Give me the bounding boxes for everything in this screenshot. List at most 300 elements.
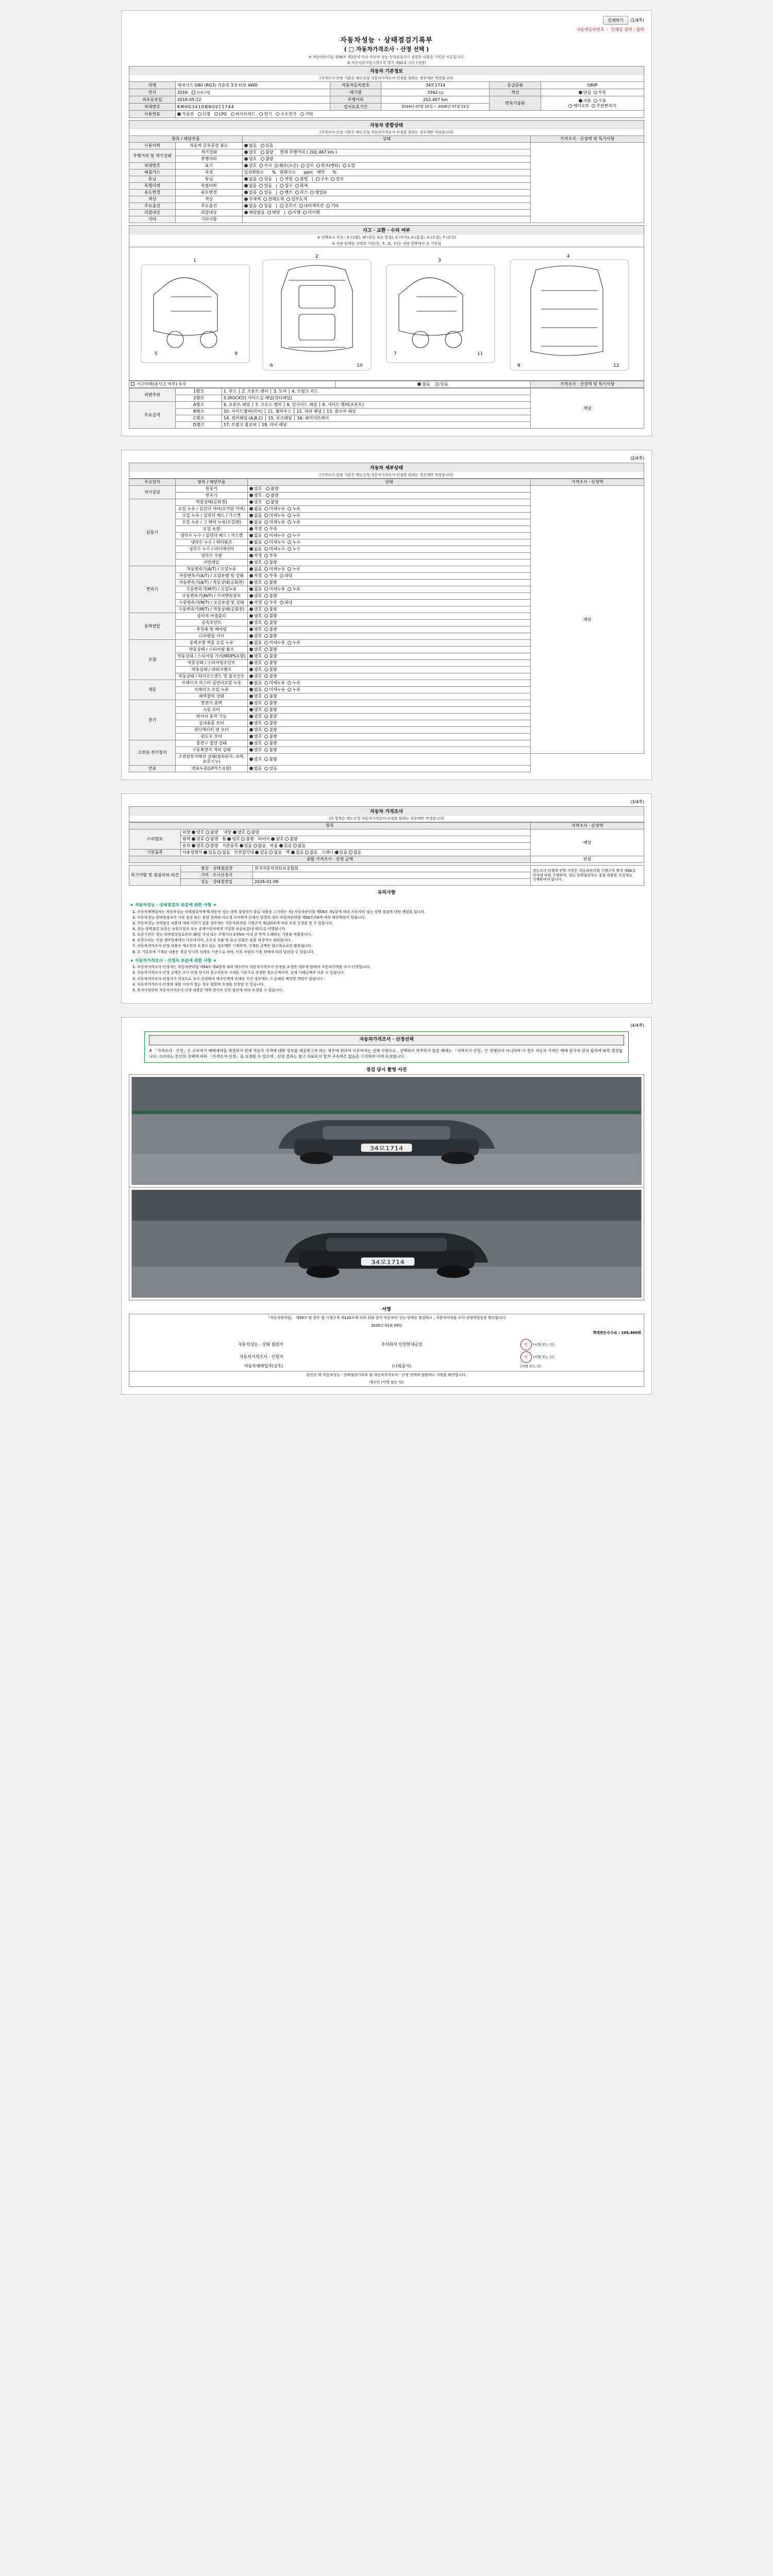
- radio-selfdiag-trans-good[interactable]: [249, 494, 253, 497]
- radio-engine-7-c[interactable]: [288, 547, 291, 551]
- radio-vin-corrosion[interactable]: [259, 164, 263, 167]
- radio-price-2-a[interactable]: [192, 844, 195, 848]
- radio-options-sunroof[interactable]: [280, 204, 283, 208]
- cond-group-etc: 기타: [129, 216, 176, 223]
- checkbox-accident[interactable]: [131, 382, 135, 386]
- price-0-a-label: 양호: [196, 830, 205, 835]
- radio-price-1e-a[interactable]: [271, 837, 275, 841]
- detail-col-main: 주요장치: [129, 479, 176, 486]
- price-group-standard: 기본품목: [129, 850, 181, 856]
- special-fire-label: 화재: [299, 183, 308, 188]
- radio-steer-4-a[interactable]: [249, 668, 253, 671]
- radio-price-0-b[interactable]: [206, 831, 209, 834]
- terms-1-0: 1. 자동차매매업자는 자동차성능·상태점검자에게(자동차 성능·상태 점검자가 발급 내용을 고지하는 자) 자동차관리법 제58조 제1항에 따라 자동차의 성능·상태 점검에 대한 책임을 집니다.: [137, 909, 643, 914]
- radio-vin-erased[interactable]: [343, 164, 346, 167]
- radio-color-single[interactable]: [579, 91, 582, 94]
- radio-steer-1-a[interactable]: [249, 648, 253, 651]
- radio-tuning-none[interactable]: [244, 177, 248, 181]
- rank-d-items: 17. 트렁크 플로어 │ 18. 리어 패널: [222, 422, 530, 429]
- radio-price-1-b[interactable]: [206, 837, 209, 841]
- radio-brake-0-a[interactable]: [249, 681, 253, 685]
- section-basic-header: 자동차 기본정보: [129, 66, 644, 75]
- elec-4-b-label: 불량: [269, 727, 277, 732]
- value-disp: 3342 cc: [381, 89, 490, 96]
- radio-hv-2-a[interactable]: [249, 757, 253, 761]
- radio-engine-0-a[interactable]: [249, 500, 253, 504]
- trans-2-b-label: 불량: [269, 580, 277, 585]
- radio-recall-yes[interactable]: [267, 211, 271, 214]
- radio-engine-5-c[interactable]: [288, 534, 291, 537]
- rank-a: A랭크: [175, 402, 222, 409]
- engine-6-c-label: 누수: [292, 540, 300, 545]
- svg-text:2: 2: [315, 254, 318, 259]
- radio-fuel-gasoline[interactable]: [177, 112, 181, 116]
- radio-elec-2-a[interactable]: [249, 715, 253, 718]
- radio-engine-0-b[interactable]: [266, 500, 270, 504]
- radio-hv-0-b[interactable]: [264, 741, 268, 745]
- radio-color-original[interactable]: [244, 197, 248, 201]
- radio-steer-3-a[interactable]: [249, 661, 253, 665]
- radio-trans-3-b[interactable]: [264, 587, 268, 591]
- price-amount-cell: 해당: [531, 829, 644, 856]
- brake-1-b-label: 미세누유: [269, 687, 285, 692]
- radio-price-2c-a[interactable]: [240, 844, 243, 848]
- radio-steer-0-a[interactable]: [249, 641, 253, 645]
- radio-engine-8-a[interactable]: [249, 554, 253, 557]
- radio-transmission-manual[interactable]: [594, 99, 597, 103]
- fuel-hybrid-label: 하이브리드: [235, 111, 256, 116]
- radio-trans-1-c[interactable]: [280, 574, 283, 578]
- radio-power-3-b[interactable]: [264, 634, 268, 638]
- radio-power-1-b[interactable]: [264, 621, 268, 624]
- detail-state-engine-6: [247, 539, 530, 546]
- radio-power-0-a[interactable]: [249, 614, 253, 618]
- radio-tuning-yes[interactable]: [259, 177, 263, 181]
- radio-recall-notdone[interactable]: [303, 211, 307, 214]
- radio-brake-2-b[interactable]: [264, 694, 268, 698]
- radio-special-fire[interactable]: [295, 184, 299, 188]
- page-indicator-3: (3/4쪽): [630, 800, 644, 804]
- detail-state-engine-8: [247, 553, 530, 560]
- radio-trans-1-a[interactable]: [249, 574, 253, 578]
- radio-trans-5-b[interactable]: [264, 601, 268, 604]
- radio-price-2e-a[interactable]: [279, 844, 283, 848]
- radio-steer-4-b[interactable]: [264, 668, 268, 671]
- radio-brake-2-a[interactable]: [249, 694, 253, 698]
- cond-item-etc: 기타사항: [175, 216, 242, 223]
- radio-vin-different[interactable]: [301, 164, 305, 167]
- svg-text:11: 11: [477, 351, 483, 357]
- radio-price-1-a[interactable]: [192, 837, 195, 841]
- radio-elec-5-a[interactable]: [249, 735, 253, 738]
- radio-fuel-leak-yes[interactable]: [264, 767, 268, 770]
- rank-a-items: 6. 프론트 패널 │ 7. 크로스 멤버 │ 8. 인사이드 패널 │ 9. 사이드 멤버(프론트): [222, 402, 530, 409]
- radio-fuel-hybrid[interactable]: [231, 112, 234, 116]
- radio-color-full[interactable]: [263, 197, 267, 201]
- radio-power-0-b[interactable]: [264, 614, 268, 618]
- radio-price-2e-b[interactable]: [293, 844, 297, 848]
- radio-trans-4-b[interactable]: [264, 594, 268, 598]
- color-partial-label: 일부도색: [291, 197, 307, 201]
- radio-engine-1-a[interactable]: [249, 507, 253, 511]
- radio-price-1e-b[interactable]: [285, 837, 289, 841]
- brake-2-a-label: 양호: [254, 694, 262, 699]
- radio-steer-2-b[interactable]: [264, 654, 268, 658]
- price-1e-a-label: 양호: [276, 837, 284, 841]
- radio-trans-4-a[interactable]: [249, 594, 253, 598]
- accident-summary-table: [129, 381, 644, 388]
- emission-smoke-value: [326, 170, 331, 175]
- radio-engine-7-a[interactable]: [249, 547, 253, 551]
- emission-co-value: [265, 170, 271, 175]
- detail-state-elec-0: [247, 700, 530, 707]
- radio-tuning-structure[interactable]: [316, 177, 320, 181]
- radio-special-yes[interactable]: [259, 184, 263, 188]
- radio-hv-2-b[interactable]: [264, 757, 268, 761]
- radio-accident-yes[interactable]: [435, 382, 439, 386]
- radio-price-3c-b[interactable]: [269, 851, 273, 854]
- radio-steer-5-a[interactable]: [249, 674, 253, 678]
- radio-engine-5-b[interactable]: [264, 534, 268, 537]
- section-basic-note: (가격조사·산정 기준은 매도신청 자동차가격조사·산정을 원하는 경우에만 작성합니다): [129, 75, 644, 81]
- emission-co-unit: %: [272, 170, 276, 175]
- price-1d-label: 타이어: [258, 837, 270, 841]
- radio-elec-5-b[interactable]: [264, 735, 268, 738]
- detail-item-engine-4: 오일 유량: [175, 526, 247, 533]
- detail-item-engine-3: 오일 누유 / 그 밖의 누유(오일팬): [175, 519, 247, 526]
- engine-3-b-label: 미세누유: [269, 520, 285, 524]
- radio-special-flood[interactable]: [280, 184, 283, 188]
- radio-mileage-good[interactable]: [244, 157, 248, 161]
- radio-fuel-diesel[interactable]: [198, 112, 201, 116]
- photo-caption: 점검 당시 촬영 사진: [366, 1067, 407, 1073]
- cond-group-vin: 차대번호: [129, 163, 176, 170]
- radio-brake-1-c[interactable]: [288, 688, 291, 691]
- radio-engine-4-a[interactable]: [249, 527, 253, 531]
- detail-price-cell: 해당: [531, 486, 644, 754]
- radio-engine-8-b[interactable]: [264, 554, 268, 557]
- doc-note-1: ※ 자동차관리법 제58조 제1항에 따라 자동차 성능·상태점검자가 점검한 내용을 기록한 서류입니다.: [308, 55, 465, 59]
- brake-2-b-label: 불량: [269, 694, 277, 699]
- value-year: 2016 신차구입: [175, 89, 330, 96]
- detail-item-trans-6: 수동변속기(M/T) / 작동상태(공회전): [175, 606, 247, 613]
- section-cond-header: 자동차 종합상태: [129, 120, 644, 129]
- detail-item-brake-2: 배력장치 상태: [175, 693, 247, 700]
- radio-tuning-legal[interactable]: [280, 177, 283, 181]
- rank-1: 1랭크: [175, 388, 222, 395]
- radio-price-0-a[interactable]: [192, 831, 195, 834]
- plate-text-front: 34모1714: [369, 1145, 404, 1152]
- brake-1-c-label: 누유: [292, 687, 300, 692]
- checkbox-year-new[interactable]: [192, 91, 195, 94]
- radio-brake-1-a[interactable]: [249, 688, 253, 691]
- fee-line: [132, 1331, 641, 1335]
- radio-color-two[interactable]: [594, 91, 597, 94]
- radio-fuel-ev[interactable]: [259, 112, 263, 116]
- radio-selfdiag-engine-bad[interactable]: [266, 487, 270, 490]
- price-group-repair: 수리필요: [129, 829, 181, 850]
- radio-accident-none[interactable]: [417, 382, 421, 386]
- radio-selfdiag-trans-bad[interactable]: [266, 494, 270, 497]
- radio-trans-0-c[interactable]: [288, 567, 291, 571]
- radio-price-3g-a[interactable]: [335, 851, 339, 854]
- radio-options-yes[interactable]: [259, 204, 263, 208]
- price-total-label: 종합 가격조사 · 산정 금액: [129, 856, 531, 863]
- cond-item-special: 특별이력: [175, 183, 242, 190]
- steer-0-c-label: 누유: [292, 640, 300, 645]
- radio-color-partial[interactable]: [287, 197, 290, 201]
- radio-recall-na[interactable]: [244, 211, 248, 214]
- radio-usage-none[interactable]: [244, 144, 248, 147]
- detail-item-trans-0: 자동변속기(A/T) / 오일누유: [175, 566, 247, 573]
- radio-engine-6-b[interactable]: [264, 540, 268, 544]
- radio-tuning-illegal[interactable]: [295, 177, 299, 181]
- radio-tuning-device[interactable]: [331, 177, 334, 181]
- radio-options-nav[interactable]: [299, 204, 303, 208]
- terms-block: [129, 897, 644, 996]
- radio-trans-2-a[interactable]: [249, 581, 253, 584]
- section-accident-note2: ※ 차량 탑재된 상태의 기준(전, 후, 좌, 우)은 차량 앞쪽에서 본 기준임: [129, 241, 644, 247]
- radio-transmission-semi[interactable]: [568, 104, 572, 108]
- trans-4-a-label: 양호: [254, 594, 262, 598]
- rank-c: C랭크: [175, 415, 222, 422]
- radio-trans-0-b[interactable]: [264, 567, 268, 571]
- radio-fuel-etc[interactable]: [300, 112, 304, 116]
- detail-state-elec-1: [247, 707, 530, 714]
- section-price-header: 자동차 가격조사: [129, 806, 644, 816]
- radio-engine-1-c[interactable]: [288, 507, 291, 511]
- radio-recall-done[interactable]: [288, 211, 292, 214]
- radio-hv-1-b[interactable]: [264, 748, 268, 752]
- price-2c-b-label: 없음: [258, 843, 266, 848]
- detail-col-state: 상태: [247, 479, 530, 486]
- radio-usechange-none[interactable]: [244, 191, 248, 194]
- print-button[interactable]: 인쇄하기: [603, 16, 628, 25]
- radio-trans-3-c[interactable]: [288, 587, 291, 591]
- radio-engine-2-b[interactable]: [264, 514, 268, 517]
- radio-options-etc[interactable]: [326, 204, 330, 208]
- vin-altered-label: 변조(변타): [321, 163, 340, 168]
- value-transmission: [541, 96, 644, 111]
- radio-usechange-rent[interactable]: [280, 191, 283, 194]
- radio-elec-4-a[interactable]: [249, 728, 253, 732]
- svg-text:1: 1: [193, 258, 196, 263]
- radio-steer-5-b[interactable]: [264, 674, 268, 678]
- value-vin: KMHG341DBNU011744: [175, 104, 330, 111]
- vehicle-photo-rear: [131, 1190, 642, 1298]
- radio-steer-1-b[interactable]: [264, 648, 268, 651]
- price-3f-label: 스패너: [321, 850, 334, 855]
- price-3g-b-label: 없음: [353, 850, 362, 855]
- special-none-label: 없음: [248, 183, 257, 188]
- radio-meter-bad[interactable]: [261, 150, 264, 154]
- terms-1-7: 8. 본 기록부에 기재된 내용은 점검 당시의 상태를 기준으로 하며, 이후 차량의 사용 상태에 따라 달라질 수 있습니다.: [137, 950, 643, 955]
- cond-group-options: 주요옵션: [129, 203, 176, 210]
- radio-usechange-business[interactable]: [310, 191, 314, 194]
- price-3d-label: 잭: [285, 850, 290, 855]
- selfdiag-engine-bad-label: 불량: [270, 486, 279, 491]
- radio-price-1c-a[interactable]: [227, 837, 231, 841]
- plate-text-rear: 34모1714: [371, 1259, 405, 1266]
- radio-engine-6-c[interactable]: [288, 540, 291, 544]
- radio-engine-4-b[interactable]: [264, 527, 268, 531]
- radio-elec-2-b[interactable]: [264, 715, 268, 718]
- terms-1-6: 7. 자동차가격조사·산정 내용은 매수인의 요청이 있는 경우에만 기재하며, 기재된 금액은 참고자료로만 활용됩니다.: [137, 943, 643, 948]
- radio-power-3-a[interactable]: [249, 634, 253, 638]
- emission-co-label: 일산화탄소: [244, 170, 264, 175]
- radio-elec-1-a[interactable]: [249, 708, 253, 711]
- svg-text:5: 5: [155, 351, 158, 357]
- radio-engine-2-a[interactable]: [249, 514, 253, 517]
- price-2e-b-label: 없음: [297, 843, 306, 848]
- price-0b-label: 내장: [223, 830, 232, 835]
- radio-power-1-a[interactable]: [249, 621, 253, 624]
- radio-trans-2-b[interactable]: [264, 581, 268, 584]
- elec-3-b-label: 불량: [269, 721, 277, 725]
- radio-fuel-leak-none[interactable]: [249, 767, 253, 770]
- radio-engine-1-b[interactable]: [264, 507, 268, 511]
- radio-usage-yes[interactable]: [261, 144, 264, 147]
- radio-steer-0-c[interactable]: [288, 641, 291, 645]
- radio-engine-6-a[interactable]: [249, 540, 253, 544]
- radio-fuel-lpg[interactable]: [214, 112, 218, 116]
- radio-price-0c-a[interactable]: [233, 831, 237, 834]
- radio-engine-3-b[interactable]: [264, 520, 268, 524]
- radio-mileage-bad[interactable]: [261, 157, 264, 161]
- usechange-lease-label: 리스: [299, 190, 308, 195]
- terms-1-1: 2. 자동차성능·상태점검자가 거짓 점검 또는 점검 결과와 다르게 고지하여 손해가 발생한 경우 자동차관리법 제58조의4에 따라 배상책임이 있습니다.: [137, 915, 643, 920]
- brake-0-a-label: 없음: [254, 681, 262, 685]
- radio-price-0c-b[interactable]: [247, 831, 250, 834]
- emission-smoke-unit: %: [332, 170, 337, 175]
- page-indicator-4: (4/4쪽): [630, 1023, 644, 1028]
- radio-vin-damage[interactable]: [275, 164, 278, 167]
- price-col-amount: 가격조사 · 산정액: [531, 823, 644, 829]
- radio-elec-1-b[interactable]: [264, 708, 268, 711]
- radio-price-1c-b[interactable]: [241, 837, 245, 841]
- radio-elec-3-b[interactable]: [264, 721, 268, 725]
- radio-engine-5-a[interactable]: [249, 534, 253, 537]
- fee-label: 책정받은수수료 :: [593, 1330, 620, 1335]
- radio-power-2-b[interactable]: [264, 628, 268, 631]
- radio-price-3g-b[interactable]: [349, 851, 352, 854]
- radio-engine-7-b[interactable]: [264, 547, 268, 551]
- usage-none-label: 없음: [248, 143, 257, 148]
- radio-trans-5-c[interactable]: [280, 601, 283, 604]
- detail-state-trans-4: [247, 593, 530, 600]
- radio-trans-6-b[interactable]: [264, 607, 268, 611]
- rank-b: B랭크: [175, 409, 222, 415]
- detail-state-power-1: [247, 620, 530, 626]
- radio-meter-good[interactable]: [244, 150, 248, 154]
- parts-rank-table: [129, 388, 644, 429]
- radio-price-3-a[interactable]: [204, 851, 207, 854]
- trans-6-b-label: 불량: [269, 607, 277, 612]
- steer-3-a-label: 양호: [254, 660, 262, 665]
- radio-steer-2-a[interactable]: [249, 654, 253, 658]
- detail-state-selfdiag-trans: [247, 493, 530, 499]
- radio-brake-1-b[interactable]: [264, 688, 268, 691]
- detail-state-engine-5: [247, 533, 530, 539]
- detail-item-engine-6: 냉각수 누수 / 워터펌프: [175, 539, 247, 546]
- meter-current: 현재 주행거리 ( 202,467 km ): [280, 150, 337, 155]
- radio-vin-good[interactable]: [244, 164, 248, 167]
- radio-hv-0-a[interactable]: [249, 741, 253, 745]
- radio-price-3e-b[interactable]: [305, 851, 309, 854]
- value-fuel: [175, 111, 644, 118]
- radio-brake-0-b[interactable]: [264, 681, 268, 685]
- price-1c-b-label: 불량: [246, 837, 254, 841]
- radio-engine-3-a[interactable]: [249, 520, 253, 524]
- radio-power-2-a[interactable]: [249, 628, 253, 631]
- radio-elec-0-a[interactable]: [249, 701, 253, 705]
- radio-usechange-lease[interactable]: [295, 191, 299, 194]
- radio-brake-0-c[interactable]: [288, 681, 291, 685]
- radio-trans-3-a[interactable]: [249, 587, 253, 591]
- radio-trans-0-a[interactable]: [249, 567, 253, 571]
- radio-elec-4-b[interactable]: [264, 728, 268, 732]
- radio-price-3c-a[interactable]: [255, 851, 259, 854]
- trans-0-c-label: 누유: [292, 567, 300, 571]
- svg-text:9: 9: [234, 351, 238, 357]
- radio-steer-0-b[interactable]: [264, 641, 268, 645]
- radio-usechange-yes[interactable]: [259, 191, 263, 194]
- radio-engine-3-c[interactable]: [288, 520, 291, 524]
- radio-options-none[interactable]: [244, 204, 248, 208]
- radio-special-none[interactable]: [244, 184, 248, 188]
- radio-elec-0-b[interactable]: [264, 701, 268, 705]
- trans-1-c-label: 과다: [284, 573, 293, 578]
- seal-icon-0: 인: [520, 1339, 532, 1350]
- radio-vin-altered[interactable]: [316, 164, 320, 167]
- trans-0-b-label: 미세누유: [269, 567, 285, 571]
- radio-transmission-auto[interactable]: [579, 99, 582, 103]
- usechange-rent-label: 렌트: [284, 190, 293, 195]
- radio-price-3e-a[interactable]: [291, 851, 295, 854]
- transmission-auto-label: 자동: [583, 98, 592, 103]
- emission-hc-label: 탄화수소: [279, 170, 296, 175]
- radio-engine-9-a[interactable]: [249, 561, 253, 564]
- selfdiag-engine-good-label: 양호: [254, 486, 262, 491]
- price-select-text: ※ 「가격조사 · 산정」은 소비자가 매매계약을 체결하기 전에 자동차 가격에 대한 정보를 제공받고자 하는 경우에 한하여 이루어지는 선택 사항으로 , 선택하지 역무하지 않을 때에는 「가격조사·산정」은 진행되지 아니하며 이 경우 자동차 가격은 매매 당사자 간의 합의에 따라 결정됩니다. 소비자는 본인의 선택에 따라 「가격조사·산정」을 요청할 수 있으며 , 산정 결과는 참고 자료로서 법적 구속력은 없음을 고지하며 이에 동의합니다.: [149, 1048, 623, 1059]
- fuel-etc-label: 기타: [305, 111, 313, 116]
- label-year: 연식: [129, 89, 176, 96]
- detail-item-engine-0: 작동상태(공회전): [175, 499, 247, 506]
- radio-trans-5-a[interactable]: [249, 601, 253, 604]
- radio-elec-3-a[interactable]: [249, 721, 253, 725]
- detail-item-engine-1: 오일 누유 / 실린더 커버(로커암 커버): [175, 506, 247, 513]
- radio-engine-9-b[interactable]: [264, 561, 268, 564]
- radio-price-3-b[interactable]: [217, 851, 221, 854]
- engine-9-b-label: 불량: [269, 560, 277, 565]
- radio-fuel-hydrogen[interactable]: [276, 112, 279, 116]
- radio-engine-2-c[interactable]: [288, 514, 291, 517]
- radio-steer-3-b[interactable]: [264, 661, 268, 665]
- cond-col-price: 가격조사 · 산정액 및 특기사항: [531, 136, 644, 143]
- radio-transmission-cvt[interactable]: [592, 104, 595, 108]
- terms-1-5: 6. 보증수리는 지정 정비업체에서 이루어지며, 소모성 부품 및 튜닝 부품은 보증 대상에서 제외됩니다.: [137, 938, 643, 943]
- detail-state-engine-0: [247, 499, 530, 506]
- radio-hv-1-a[interactable]: [249, 748, 253, 752]
- radio-price-2c-b[interactable]: [254, 844, 257, 848]
- radio-selfdiag-engine-good[interactable]: [249, 487, 253, 490]
- detail-item-engine-7: 냉각수 누수 / 라디에이터: [175, 546, 247, 553]
- rank-side-value: 해당: [531, 388, 644, 429]
- radio-trans-6-a[interactable]: [249, 607, 253, 611]
- detail-state-steer-2: [247, 653, 530, 660]
- radio-price-2-b[interactable]: [206, 844, 209, 848]
- radio-trans-1-b[interactable]: [264, 574, 268, 578]
